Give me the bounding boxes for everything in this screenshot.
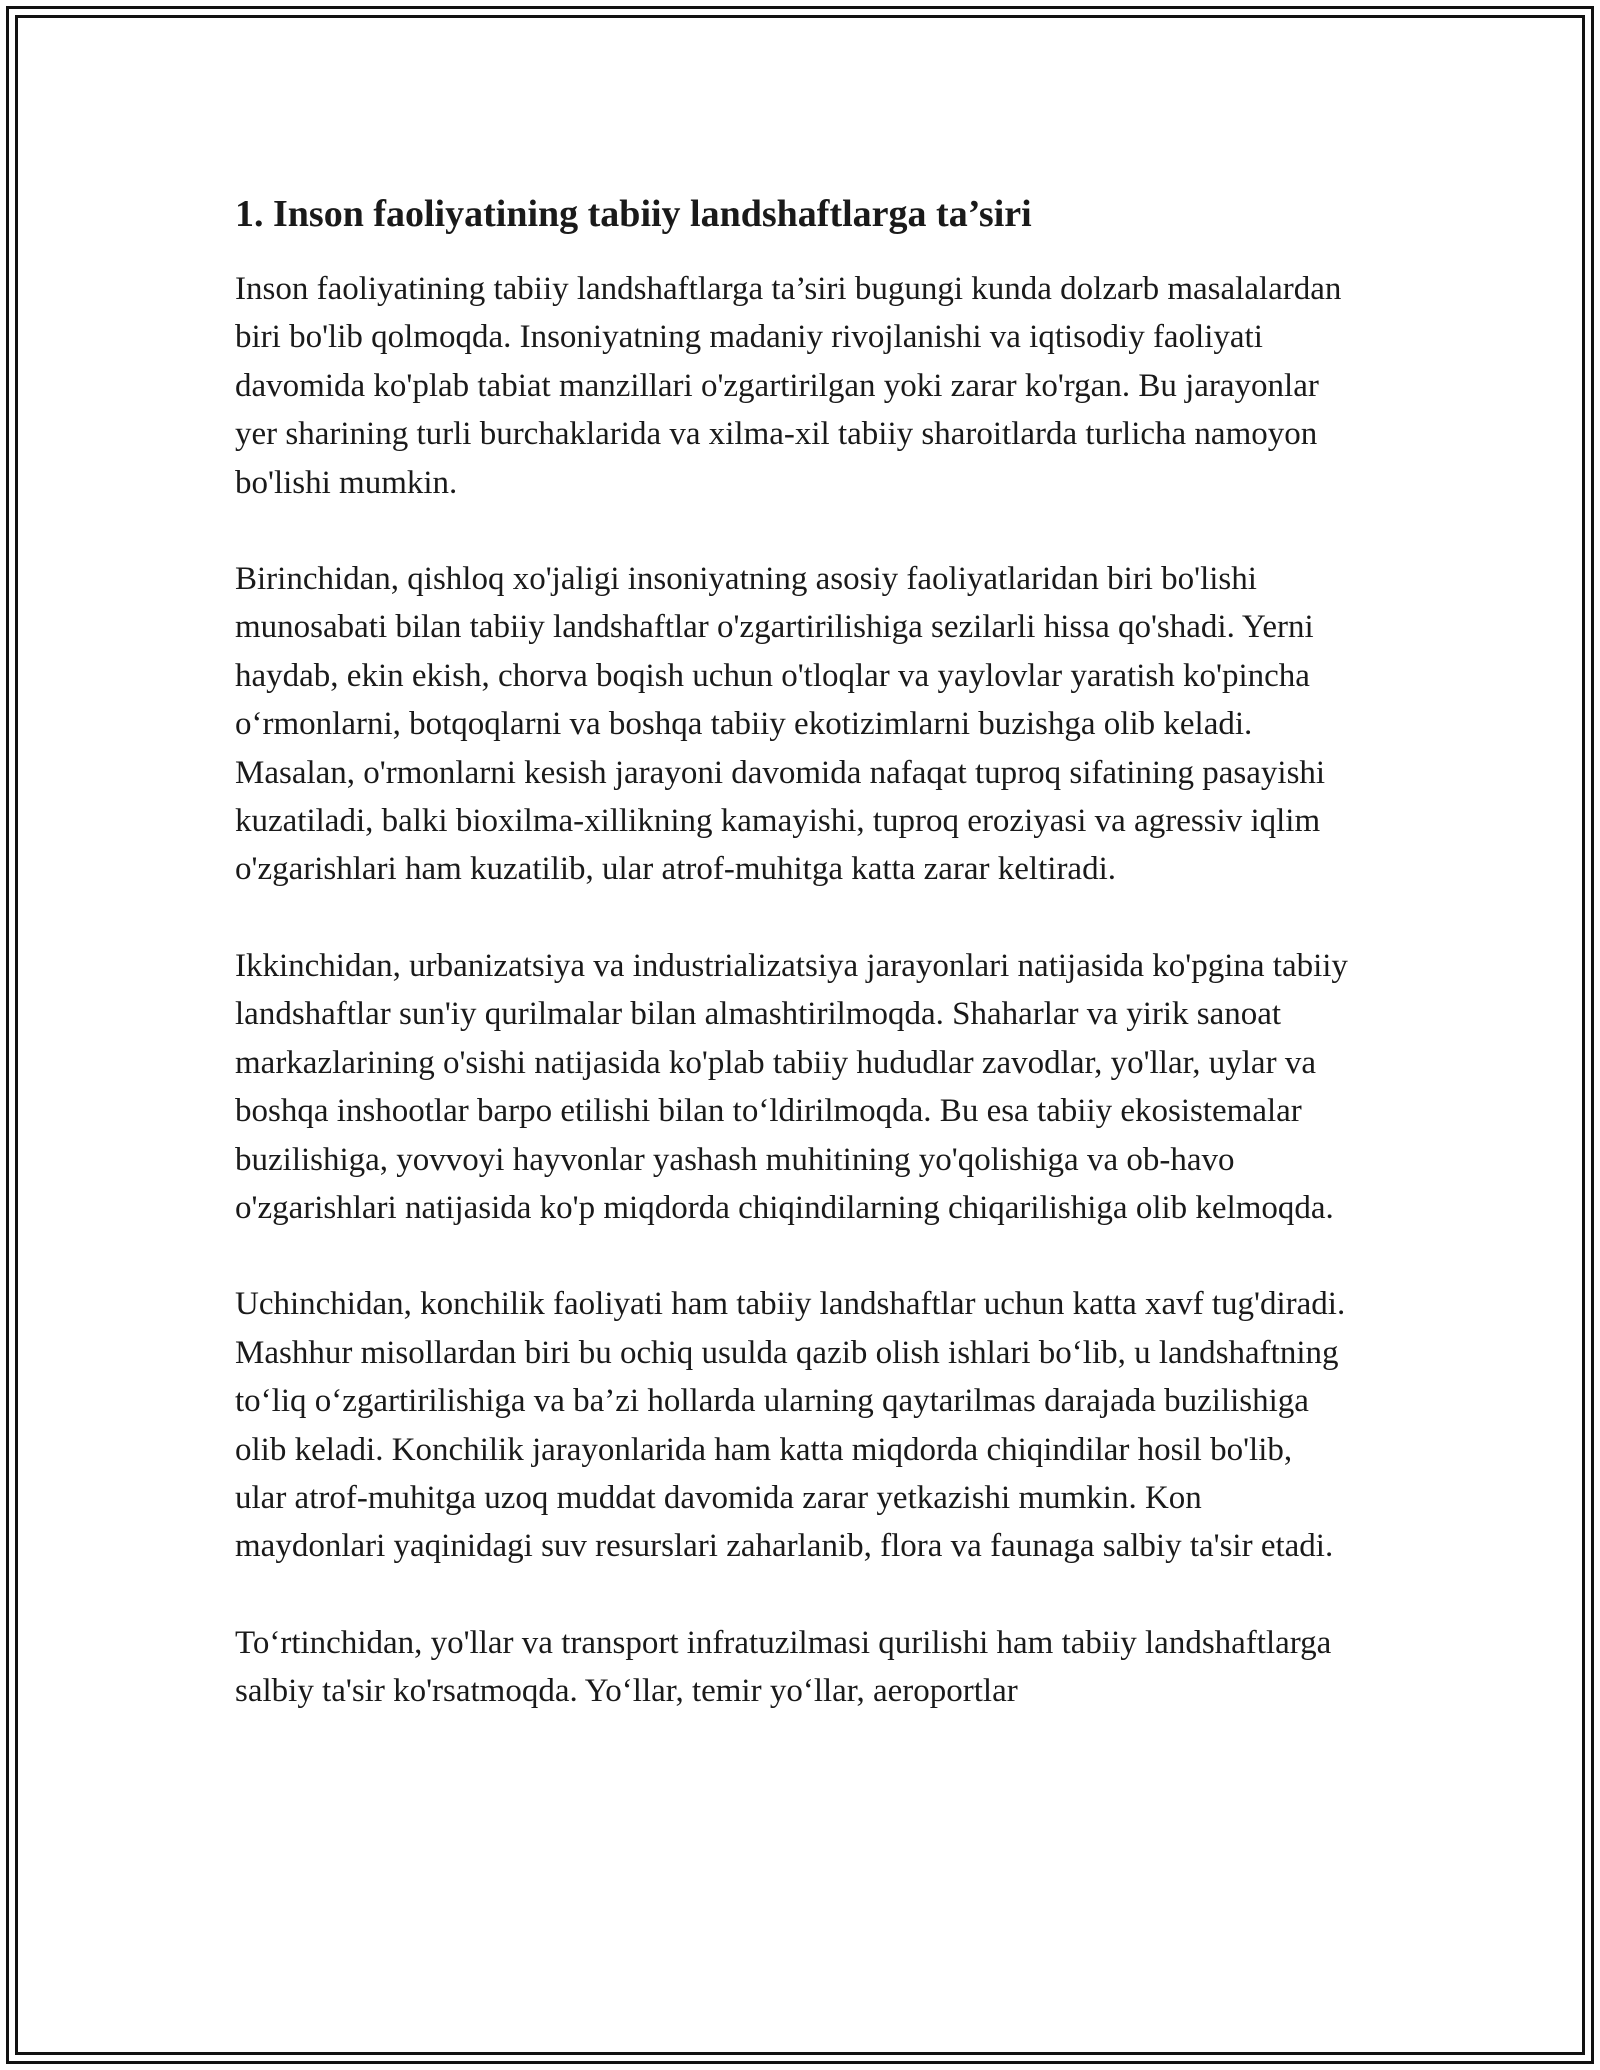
paragraph-third: Uchinchidan, konchilik faoliyati ham tabiiy landshaftlar uchun katta xavf tug'diradi. Mashhur misollardan biri bu ochiq usulda qazib olish ishlari bo‘lib, u landshaftning to‘liq o‘zgartirilishiga va ba’zi hollarda ularning qaytarilmas darajada buzilishiga olib keladi. Konchilik jarayonlarida ham katta miqdorda chiqindilar hosil bo'lib, ular atrof-muhitga uzoq muddat davomida zarar yetkazishi mumkin. Kon maydonlari yaqinidagi suv resurslari zaharlanib, flora va faunaga salbiy ta'sir etadi. bbox=[235, 1286, 1346, 1565]
document-body bbox=[235, 185, 1350, 1764]
paragraph-first: Birinchidan, qishloq xo'jaligi insoniyatning asosiy faoliyatlaridan biri bo'lishi munosabati bilan tabiiy landshaftlar o'zgartirilishiga sezilarli hissa qo'shadi. Yerni haydab, ekin ekish, chorva boqish uchun o'tloqlar va yaylovlar yaratish ko'pincha o‘rmonlarni, botqoqlarni va boshqa tabiiy ekotizimlarni buzishga olib keladi. Masalan, o'rmonlarni kesish jarayoni davomida nafaqat tuproq sifatining pasayishi kuzatiladi, balki bioxilma-xillikning kamayishi, tuproq eroziyasi va agressiv iqlim o'zgarishlari ham kuzatilib, ular atrof-muhitga katta zarar keltiradi. bbox=[235, 561, 1326, 888]
paragraph-second: Ikkinchidan, urbanizatsiya va industrializatsiya jarayonlari natijasida ko'pgina tabiiy landshaftlar sun'iy qurilmalar bilan almashtirilmoqda. Shaharlar va yirik sanoat markazlarining o'sishi natijasida ko'plab tabiiy hududlar zavodlar, yo'llar, uylar va boshqa inshootlar barpo etilishi bilan to‘ldirilmoqda. Bu esa tabiiy ekosistemalar buzilishiga, yovvoyi hayvonlar yashash muhitining yo'qolishiga va ob-havo o'zgarishlari natijasida ko'p miqdorda chiqindilarning chiqarilishiga olib kelmoqda. bbox=[235, 947, 1348, 1226]
section-heading: 1. Inson faoliyatining tabiiy landshaftlarga ta’siri bbox=[235, 193, 1032, 235]
paragraph-fourth: To‘rtinchidan, yo'llar va transport infratuzilmasi qurilishi ham tabiiy landshaftlarga salbiy ta'sir ko'rsatmoqda. Yo‘llar, temir yo‘llar, aeroportlar bbox=[235, 1624, 1332, 1710]
paragraph-intro: Inson faoliyatining tabiiy landshaftlarga ta’siri bugungi kunda dolzarb masalalardan biri bo'lib qolmoqda. Insoniyatning madaniy rivojlanishi va iqtisodiy faoliyati davomida ko'plab tabiat manzillari o'zgartirilgan yoki zarar ko'rgan. Bu jarayonlar yer sharining turli burchaklarida va xilma-xil tabiiy sharoitlarda turlicha namoyon bo'lishi mumkin. bbox=[235, 271, 1342, 501]
